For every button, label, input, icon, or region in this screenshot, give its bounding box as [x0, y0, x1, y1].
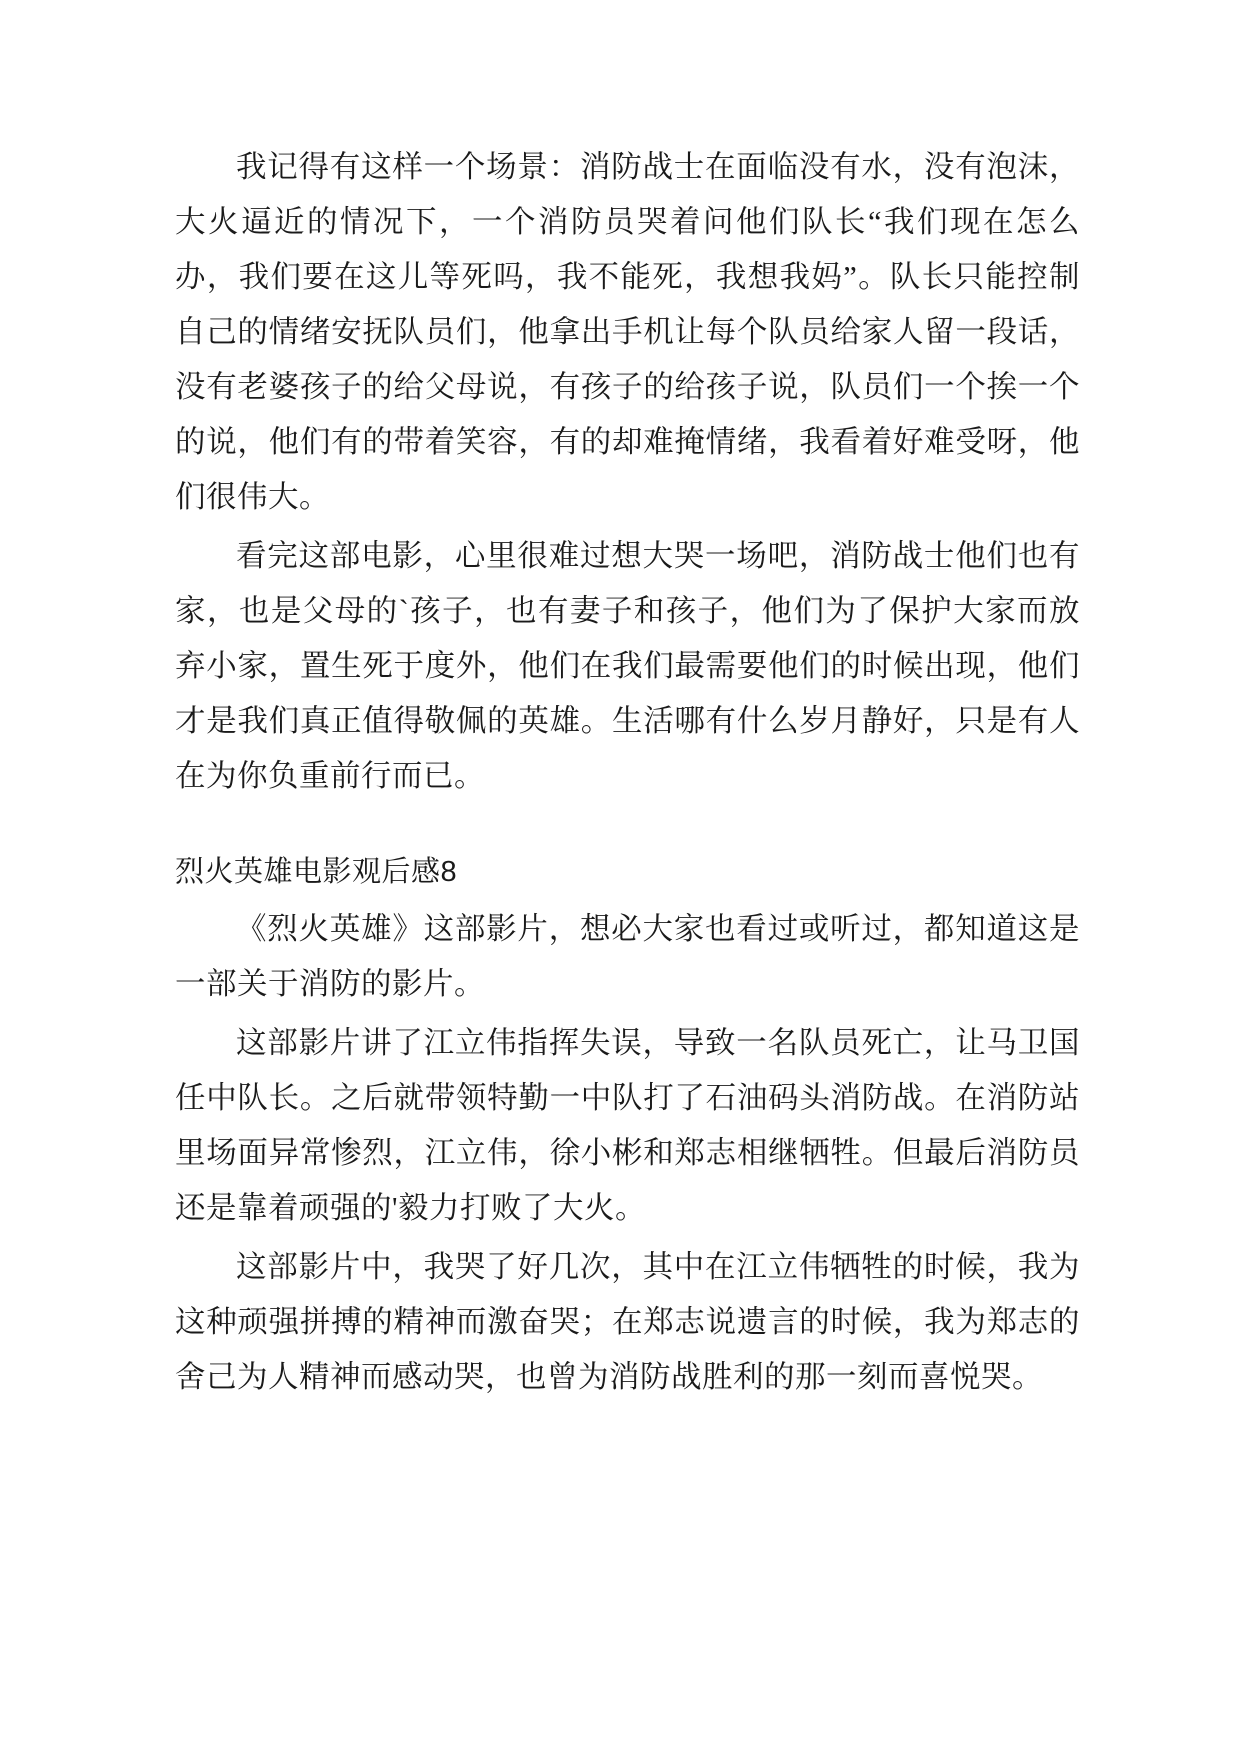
paragraph-scene-memory: 我记得有这样一个场景：消防战士在面临没有水，没有泡沫，大火逼近的情况下，一个消防员哭着问他们队长“我们现在怎么办，我们要在这儿等死吗，我不能死，我想我妈”。队长只能控制自己的情绪安抚队员们，他拿出手机让每个队员给家人留一段话，没有老婆孩子的给父母说，有孩子的给孩子说，队员们一个挨一个的说，他们有的带着笑容，有的却难掩情绪，我看着好难受呀，他们很伟大。 [175, 150, 1080, 514]
paragraph-emotional-response: 这部影片中，我哭了好几次，其中在江立伟牺牲的时候，我为这种顽强拼搏的精神而激奋哭；在郑志说遗言的时候，我为郑志的舍己为人精神而感动哭，也曾为消防战胜利的那一刻而喜悦哭。 [175, 1250, 1080, 1394]
document-body [175, 140, 1080, 1405]
paragraph-plot-summary: 这部影片讲了江立伟指挥失误，导致一名队员死亡，让马卫国任中队长。之后就带领特勤一中队打了石油码头消防战。在消防站里场面异常惨烈，江立伟，徐小彬和郑志相继牺牲。但最后消防员还是靠着顽强的'毅力打败了大火。 [175, 1026, 1080, 1225]
paragraph-after-watching: 看完这部电影，心里很难过想大哭一场吧，消防战士他们也有家，也是父母的`孩子，也有妻子和孩子，他们为了保护大家而放弃小家，置生死于度外，他们在我们最需要他们的时候出现，他们才是我们真正值得敬佩的英雄。生活哪有什么岁月静好，只是有人在为你负重前行而已。 [175, 539, 1080, 793]
heading-review-8: 烈火英雄电影观后感8 [175, 856, 458, 888]
paragraph-film-intro: 《烈火英雄》这部影片，想必大家也看过或听过，都知道这是一部关于消防的影片。 [175, 912, 1080, 1001]
